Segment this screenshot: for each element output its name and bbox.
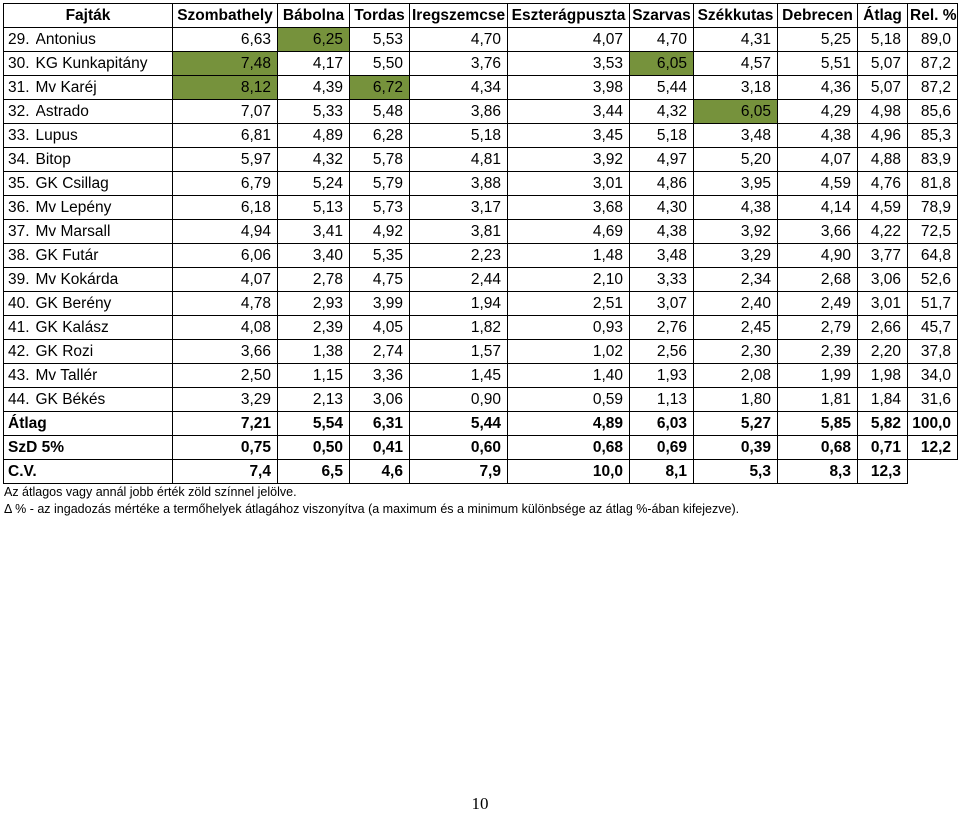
value-cell: 64,8 <box>908 244 958 268</box>
summary-value-cell: 0,39 <box>694 436 778 460</box>
value-cell: 1,13 <box>630 388 694 412</box>
summary-row <box>4 460 958 484</box>
value-cell: 2,49 <box>778 292 858 316</box>
summary-value-cell: 0,68 <box>778 436 858 460</box>
value-cell: 3,99 <box>350 292 410 316</box>
value-cell: 4,07 <box>778 148 858 172</box>
value-cell: 2,79 <box>778 316 858 340</box>
value-cell: 3,81 <box>410 220 508 244</box>
summary-value-cell: 8,1 <box>630 460 694 484</box>
header-cell: Szarvas <box>630 4 694 28</box>
summary-value-cell: 0,69 <box>630 436 694 460</box>
value-cell: 3,92 <box>508 148 630 172</box>
summary-value-cell: 6,5 <box>278 460 350 484</box>
value-cell: 87,2 <box>908 76 958 100</box>
variety-index: 41. <box>4 316 36 340</box>
value-cell: 6,79 <box>173 172 278 196</box>
value-cell: 2,56 <box>630 340 694 364</box>
summary-value-cell: 0,68 <box>508 436 630 460</box>
value-cell: 1,99 <box>778 364 858 388</box>
value-cell: 5,78 <box>350 148 410 172</box>
summary-value-cell: 4,6 <box>350 460 410 484</box>
value-cell: 4,86 <box>630 172 694 196</box>
value-cell: 3,98 <box>508 76 630 100</box>
value-cell: 3,40 <box>278 244 350 268</box>
value-cell: 5,73 <box>350 196 410 220</box>
summary-row <box>4 412 958 436</box>
value-cell: 2,93 <box>278 292 350 316</box>
value-cell: 4,08 <box>173 316 278 340</box>
value-cell: 5,50 <box>350 52 410 76</box>
value-cell: 6,05 <box>630 52 694 76</box>
value-cell: 3,88 <box>410 172 508 196</box>
value-cell: 6,05 <box>694 100 778 124</box>
table-header-row <box>4 4 958 28</box>
variety-name: Astrado <box>36 100 173 124</box>
value-cell: 1,15 <box>278 364 350 388</box>
table-row <box>4 100 958 124</box>
value-cell: 7,48 <box>173 52 278 76</box>
value-cell: 2,40 <box>694 292 778 316</box>
value-cell: 4,59 <box>858 196 908 220</box>
variety-name: Mv Marsall <box>36 220 173 244</box>
yield-table <box>3 3 958 484</box>
summary-value-cell: 0,41 <box>350 436 410 460</box>
summary-value-cell: 0,71 <box>858 436 908 460</box>
value-cell: 34,0 <box>908 364 958 388</box>
summary-row <box>4 436 958 460</box>
header-cell: Fajták <box>4 4 173 28</box>
value-cell: 2,68 <box>778 268 858 292</box>
table-row <box>4 28 958 52</box>
header-cell: Iregszemcse <box>410 4 508 28</box>
value-cell: 4,97 <box>630 148 694 172</box>
value-cell: 6,63 <box>173 28 278 52</box>
summary-value-cell: 12,3 <box>858 460 908 484</box>
summary-value-cell: 12,2 <box>908 436 958 460</box>
value-cell: 3,29 <box>694 244 778 268</box>
value-cell: 4,34 <box>410 76 508 100</box>
variety-index: 43. <box>4 364 36 388</box>
value-cell: 1,80 <box>694 388 778 412</box>
value-cell: 0,59 <box>508 388 630 412</box>
value-cell: 4,98 <box>858 100 908 124</box>
variety-index: 30. <box>4 52 36 76</box>
value-cell: 6,28 <box>350 124 410 148</box>
value-cell: 4,38 <box>694 196 778 220</box>
value-cell: 4,57 <box>694 52 778 76</box>
value-cell: 3,68 <box>508 196 630 220</box>
value-cell: 2,20 <box>858 340 908 364</box>
value-cell: 5,24 <box>278 172 350 196</box>
variety-name: Mv Lepény <box>36 196 173 220</box>
table-row <box>4 196 958 220</box>
variety-index: 34. <box>4 148 36 172</box>
value-cell: 3,44 <box>508 100 630 124</box>
value-cell: 3,66 <box>173 340 278 364</box>
value-cell: 2,39 <box>778 340 858 364</box>
header-cell: Székkutas <box>694 4 778 28</box>
value-cell: 5,13 <box>278 196 350 220</box>
summary-value-cell: 5,82 <box>858 412 908 436</box>
summary-value-cell: 0,75 <box>173 436 278 460</box>
value-cell: 5,07 <box>858 76 908 100</box>
variety-name: GK Kalász <box>36 316 173 340</box>
summary-value-cell: 10,0 <box>508 460 630 484</box>
value-cell: 3,53 <box>508 52 630 76</box>
value-cell: 1,48 <box>508 244 630 268</box>
value-cell: 2,10 <box>508 268 630 292</box>
value-cell: 5,97 <box>173 148 278 172</box>
value-cell: 5,44 <box>630 76 694 100</box>
table-row <box>4 76 958 100</box>
value-cell: 3,92 <box>694 220 778 244</box>
value-cell: 5,18 <box>410 124 508 148</box>
value-cell: 2,13 <box>278 388 350 412</box>
value-cell: 4,39 <box>278 76 350 100</box>
value-cell: 4,90 <box>778 244 858 268</box>
value-cell: 31,6 <box>908 388 958 412</box>
value-cell: 3,36 <box>350 364 410 388</box>
value-cell: 89,0 <box>908 28 958 52</box>
variety-name: Lupus <box>36 124 173 148</box>
note-delta-definition: Δ % - az ingadozás mértéke a termőhelyek átlagához viszonyítva (a maximum és a minimum különbsége az átlag %-ában kifejezve). <box>4 502 740 516</box>
variety-index: 42. <box>4 340 36 364</box>
value-cell: 3,01 <box>858 292 908 316</box>
header-cell: Tordas <box>350 4 410 28</box>
value-cell: 4,75 <box>350 268 410 292</box>
variety-name: GK Berény <box>36 292 173 316</box>
value-cell: 1,93 <box>630 364 694 388</box>
summary-value-cell: 0,50 <box>278 436 350 460</box>
value-cell: 2,74 <box>350 340 410 364</box>
note-highlight-legend: Az átlagos vagy annál jobb érték zöld színnel jelölve. <box>4 485 297 499</box>
table-row <box>4 340 958 364</box>
value-cell: 4,38 <box>630 220 694 244</box>
variety-index: 37. <box>4 220 36 244</box>
value-cell: 1,81 <box>778 388 858 412</box>
value-cell: 4,89 <box>278 124 350 148</box>
value-cell: 1,40 <box>508 364 630 388</box>
value-cell: 3,01 <box>508 172 630 196</box>
value-cell: 1,94 <box>410 292 508 316</box>
value-cell: 51,7 <box>908 292 958 316</box>
value-cell: 81,8 <box>908 172 958 196</box>
variety-index: 44. <box>4 388 36 412</box>
value-cell: 2,34 <box>694 268 778 292</box>
value-cell: 1,98 <box>858 364 908 388</box>
value-cell: 3,17 <box>410 196 508 220</box>
table-row <box>4 172 958 196</box>
table-row <box>4 364 958 388</box>
value-cell: 6,25 <box>278 28 350 52</box>
value-cell: 1,02 <box>508 340 630 364</box>
value-cell: 1,57 <box>410 340 508 364</box>
value-cell: 2,45 <box>694 316 778 340</box>
table-row <box>4 220 958 244</box>
variety-name: Mv Kokárda <box>36 268 173 292</box>
value-cell: 4,32 <box>630 100 694 124</box>
variety-index: 29. <box>4 28 36 52</box>
variety-index: 38. <box>4 244 36 268</box>
value-cell: 87,2 <box>908 52 958 76</box>
summary-value-cell: 6,03 <box>630 412 694 436</box>
value-cell: 5,33 <box>278 100 350 124</box>
value-cell: 3,29 <box>173 388 278 412</box>
value-cell: 4,81 <box>410 148 508 172</box>
summary-value-cell: 6,31 <box>350 412 410 436</box>
value-cell: 52,6 <box>908 268 958 292</box>
document-page <box>3 3 957 518</box>
variety-name: KG Kunkapitány <box>36 52 173 76</box>
value-cell: 6,81 <box>173 124 278 148</box>
value-cell: 83,9 <box>908 148 958 172</box>
value-cell: 4,07 <box>508 28 630 52</box>
value-cell: 7,07 <box>173 100 278 124</box>
table-row <box>4 244 958 268</box>
summary-label: C.V. <box>4 460 173 484</box>
variety-index: 40. <box>4 292 36 316</box>
summary-value-cell: 5,27 <box>694 412 778 436</box>
value-cell: 3,48 <box>630 244 694 268</box>
value-cell: 2,51 <box>508 292 630 316</box>
variety-index: 36. <box>4 196 36 220</box>
summary-value-cell: 7,9 <box>410 460 508 484</box>
value-cell: 3,48 <box>694 124 778 148</box>
value-cell: 5,18 <box>858 28 908 52</box>
header-cell: Bábolna <box>278 4 350 28</box>
value-cell: 4,31 <box>694 28 778 52</box>
page-number: 10 <box>471 794 489 813</box>
value-cell: 3,76 <box>410 52 508 76</box>
value-cell: 5,18 <box>630 124 694 148</box>
value-cell: 2,50 <box>173 364 278 388</box>
value-cell: 6,72 <box>350 76 410 100</box>
value-cell: 5,25 <box>778 28 858 52</box>
header-cell: Eszterágpuszta <box>508 4 630 28</box>
table-row <box>4 52 958 76</box>
value-cell: 4,38 <box>778 124 858 148</box>
value-cell: 4,29 <box>778 100 858 124</box>
value-cell: 37,8 <box>908 340 958 364</box>
summary-value-cell: 7,4 <box>173 460 278 484</box>
value-cell: 0,90 <box>410 388 508 412</box>
summary-value-cell <box>908 460 958 484</box>
header-cell: Debrecen <box>778 4 858 28</box>
value-cell: 2,23 <box>410 244 508 268</box>
header-cell: Szombathely <box>173 4 278 28</box>
value-cell: 2,76 <box>630 316 694 340</box>
variety-name: GK Békés <box>36 388 173 412</box>
variety-index: 32. <box>4 100 36 124</box>
summary-value-cell: 5,3 <box>694 460 778 484</box>
variety-index: 35. <box>4 172 36 196</box>
value-cell: 3,86 <box>410 100 508 124</box>
summary-value-cell: 100,0 <box>908 412 958 436</box>
table-row <box>4 316 958 340</box>
variety-name: Mv Tallér <box>36 364 173 388</box>
value-cell: 5,79 <box>350 172 410 196</box>
value-cell: 6,06 <box>173 244 278 268</box>
summary-value-cell: 0,60 <box>410 436 508 460</box>
value-cell: 3,06 <box>858 268 908 292</box>
variety-name: GK Futár <box>36 244 173 268</box>
value-cell: 6,18 <box>173 196 278 220</box>
variety-name: Antonius <box>36 28 173 52</box>
table-row <box>4 292 958 316</box>
value-cell: 1,38 <box>278 340 350 364</box>
value-cell: 4,70 <box>410 28 508 52</box>
value-cell: 3,77 <box>858 244 908 268</box>
value-cell: 5,07 <box>858 52 908 76</box>
value-cell: 3,07 <box>630 292 694 316</box>
header-cell: Rel. % <box>908 4 958 28</box>
value-cell: 4,07 <box>173 268 278 292</box>
value-cell: 1,45 <box>410 364 508 388</box>
variety-index: 33. <box>4 124 36 148</box>
value-cell: 5,53 <box>350 28 410 52</box>
value-cell: 2,30 <box>694 340 778 364</box>
value-cell: 4,69 <box>508 220 630 244</box>
value-cell: 3,66 <box>778 220 858 244</box>
summary-value-cell: 5,44 <box>410 412 508 436</box>
value-cell: 3,41 <box>278 220 350 244</box>
table-row <box>4 268 958 292</box>
value-cell: 1,82 <box>410 316 508 340</box>
value-cell: 5,51 <box>778 52 858 76</box>
value-cell: 2,08 <box>694 364 778 388</box>
value-cell: 45,7 <box>908 316 958 340</box>
value-cell: 4,78 <box>173 292 278 316</box>
value-cell: 4,88 <box>858 148 908 172</box>
table-row <box>4 148 958 172</box>
value-cell: 1,84 <box>858 388 908 412</box>
value-cell: 2,66 <box>858 316 908 340</box>
value-cell: 4,59 <box>778 172 858 196</box>
variety-name: GK Csillag <box>36 172 173 196</box>
header-cell: Átlag <box>858 4 908 28</box>
summary-label: Átlag <box>4 412 173 436</box>
summary-value-cell: 5,54 <box>278 412 350 436</box>
value-cell: 4,17 <box>278 52 350 76</box>
variety-name: Mv Karéj <box>36 76 173 100</box>
value-cell: 4,22 <box>858 220 908 244</box>
variety-name: GK Rozi <box>36 340 173 364</box>
value-cell: 5,35 <box>350 244 410 268</box>
variety-index: 39. <box>4 268 36 292</box>
summary-value-cell: 8,3 <box>778 460 858 484</box>
value-cell: 78,9 <box>908 196 958 220</box>
value-cell: 4,36 <box>778 76 858 100</box>
value-cell: 4,05 <box>350 316 410 340</box>
value-cell: 5,20 <box>694 148 778 172</box>
value-cell: 2,44 <box>410 268 508 292</box>
table-row <box>4 124 958 148</box>
value-cell: 3,33 <box>630 268 694 292</box>
value-cell: 4,32 <box>278 148 350 172</box>
value-cell: 5,48 <box>350 100 410 124</box>
summary-value-cell: 4,89 <box>508 412 630 436</box>
summary-value-cell: 7,21 <box>173 412 278 436</box>
variety-index: 31. <box>4 76 36 100</box>
value-cell: 4,92 <box>350 220 410 244</box>
value-cell: 3,06 <box>350 388 410 412</box>
variety-name: Bitop <box>36 148 173 172</box>
value-cell: 72,5 <box>908 220 958 244</box>
summary-value-cell: 5,85 <box>778 412 858 436</box>
value-cell: 4,14 <box>778 196 858 220</box>
value-cell: 0,93 <box>508 316 630 340</box>
value-cell: 3,18 <box>694 76 778 100</box>
value-cell: 4,94 <box>173 220 278 244</box>
summary-label: SzD 5% <box>4 436 173 460</box>
value-cell: 4,96 <box>858 124 908 148</box>
table-body <box>4 28 958 484</box>
table-row <box>4 388 958 412</box>
value-cell: 4,76 <box>858 172 908 196</box>
value-cell: 2,39 <box>278 316 350 340</box>
value-cell: 85,3 <box>908 124 958 148</box>
value-cell: 85,6 <box>908 100 958 124</box>
value-cell: 3,95 <box>694 172 778 196</box>
value-cell: 3,45 <box>508 124 630 148</box>
value-cell: 4,70 <box>630 28 694 52</box>
value-cell: 4,30 <box>630 196 694 220</box>
value-cell: 8,12 <box>173 76 278 100</box>
value-cell: 2,78 <box>278 268 350 292</box>
